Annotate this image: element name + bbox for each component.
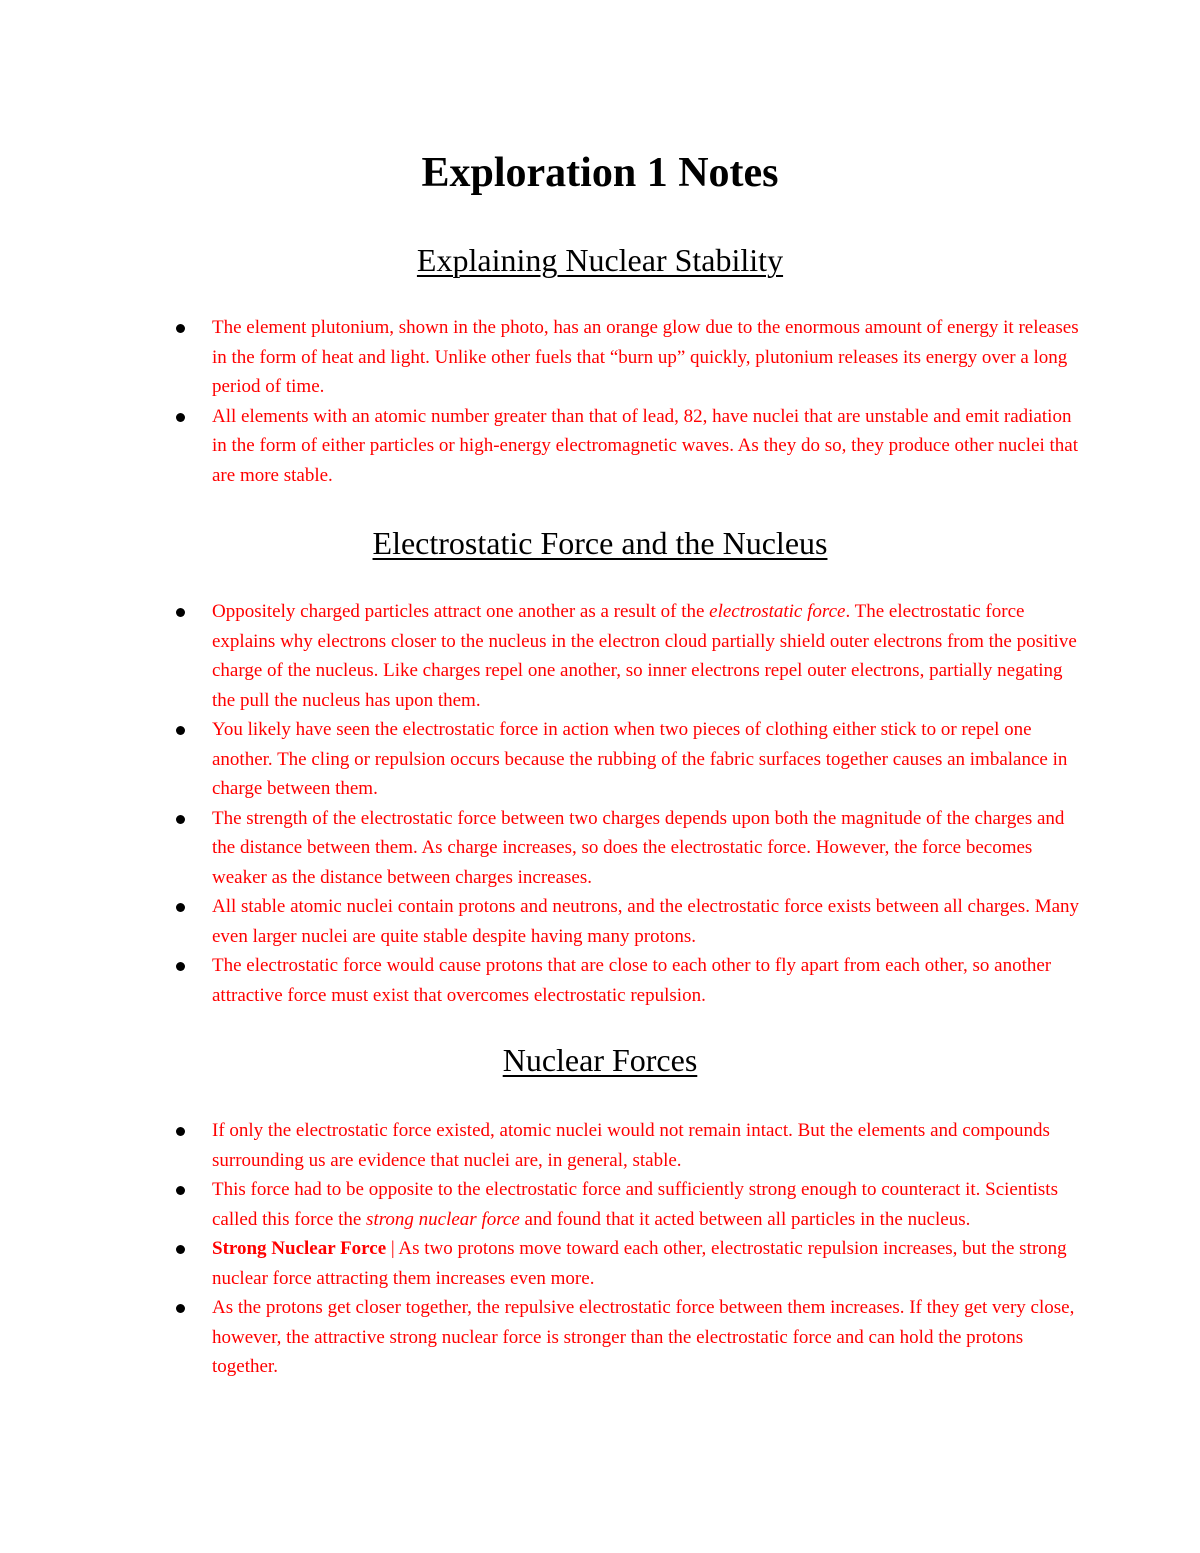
bullet-text: As the protons get closer together, the repulsive electrostatic force between them increases. If they get very close, however, the attractive strong nuclear force is stronger than the electrostatic force and can hold the protons together. xyxy=(212,1297,1075,1377)
section-heading-electrostatic-force: Electrostatic Force and the Nucleus xyxy=(372,525,828,561)
bullet-text: You likely have seen the electrostatic force in action when two pieces of clothing either stick to or repel one another. The cling or repulsion occurs because the rubbing of the fabric surfaces together causes an imbalance in charge between them. xyxy=(212,719,1068,799)
list-item xyxy=(0,313,1200,402)
list-item xyxy=(0,892,1200,951)
list-item xyxy=(0,1234,1200,1293)
bullet-icon xyxy=(176,962,185,971)
bullet-text: All elements with an atomic number greater than that of lead, 82, have nuclei that are unstable and emit radiation in the form of either particles or high-energy electromagnetic waves. As they do so, they produce other nuclei that are more stable. xyxy=(212,405,1078,486)
bullet-text: The strength of the electrostatic force between two charges depends upon both the magnitude of the charges and the distance between them. As charge increases, so does the electrostatic force. However, the force becomes weaker as the distance between charges increases. xyxy=(212,807,1065,888)
term-electrostatic-force: electrostatic force xyxy=(709,601,846,622)
bullet-text: . The electrostatic force explains why electrons closer to the nucleus in the electron cloud partially shield outer electrons from the positive charge of the nucleus. Like charges repel one another, so inner electrons repel outer electrons, partially negating the pull the nucleus has upon them. xyxy=(212,601,1077,711)
section-heading-nuclear-forces: Nuclear Forces xyxy=(502,1042,698,1078)
list-item xyxy=(0,1293,1200,1382)
bullet-text: The element plutonium, shown in the photo, has an orange glow due to the enormous amount of energy it releases in the form of heat and light. Unlike other fuels that “burn up” quickly, plutonium releases its energy over a long period of time. xyxy=(212,317,1079,397)
bullet-text: The electrostatic force would cause protons that are close to each other to fly apart from each other, so another attractive force must exist that overcomes electrostatic repulsion. xyxy=(212,955,1052,1006)
list-item xyxy=(0,1175,1200,1234)
list-item xyxy=(0,597,1200,715)
document-title: Exploration 1 Notes xyxy=(421,150,779,196)
list-item xyxy=(0,715,1200,804)
bullet-icon xyxy=(176,1245,185,1254)
list-item xyxy=(0,402,1200,491)
bullet-text: and found that it acted between all particles in the nucleus. xyxy=(519,1208,971,1230)
bold-label-strong-nuclear-force: Strong Nuclear Force xyxy=(212,1238,387,1259)
bullet-icon xyxy=(176,726,185,735)
bullet-icon xyxy=(176,413,185,422)
list-item xyxy=(0,804,1200,893)
bullet-icon xyxy=(176,815,185,824)
bullet-text: This force had to be opposite to the electrostatic force and sufficiently strong enough to counteract it. Scientists called this force the xyxy=(212,1179,1058,1230)
bullet-icon xyxy=(176,1186,185,1195)
term-strong-nuclear-force: strong nuclear force xyxy=(366,1208,520,1230)
bullet-text: | As two protons move toward each other, electrostatic repulsion increases, but the strong nuclear force attracting them increases even more. xyxy=(212,1238,1067,1289)
bullet-icon xyxy=(176,903,185,912)
bullet-icon xyxy=(176,1304,185,1313)
list-item xyxy=(0,1116,1200,1175)
bullet-list-nuclear-stability xyxy=(0,313,1200,490)
bullet-icon xyxy=(176,608,185,617)
list-item xyxy=(0,951,1200,1010)
bullet-text: If only the electrostatic force existed, atomic nuclei would not remain intact. But the elements and compounds surrounding us are evidence that nuclei are, in general, stable. xyxy=(212,1120,1050,1171)
section-heading-nuclear-stability: Explaining Nuclear Stability xyxy=(416,242,784,278)
bullet-icon xyxy=(176,324,185,333)
bullet-list-electrostatic-force xyxy=(0,597,1200,1010)
bullet-text: All stable atomic nuclei contain protons and neutrons, and the electrostatic force exists between all charges. Many even larger nuclei are quite stable despite having many protons. xyxy=(212,896,1080,947)
bullet-text: Oppositely charged particles attract one another as a result of the xyxy=(212,601,710,622)
bullet-icon xyxy=(176,1127,185,1136)
bullet-list-nuclear-forces xyxy=(0,1116,1200,1382)
